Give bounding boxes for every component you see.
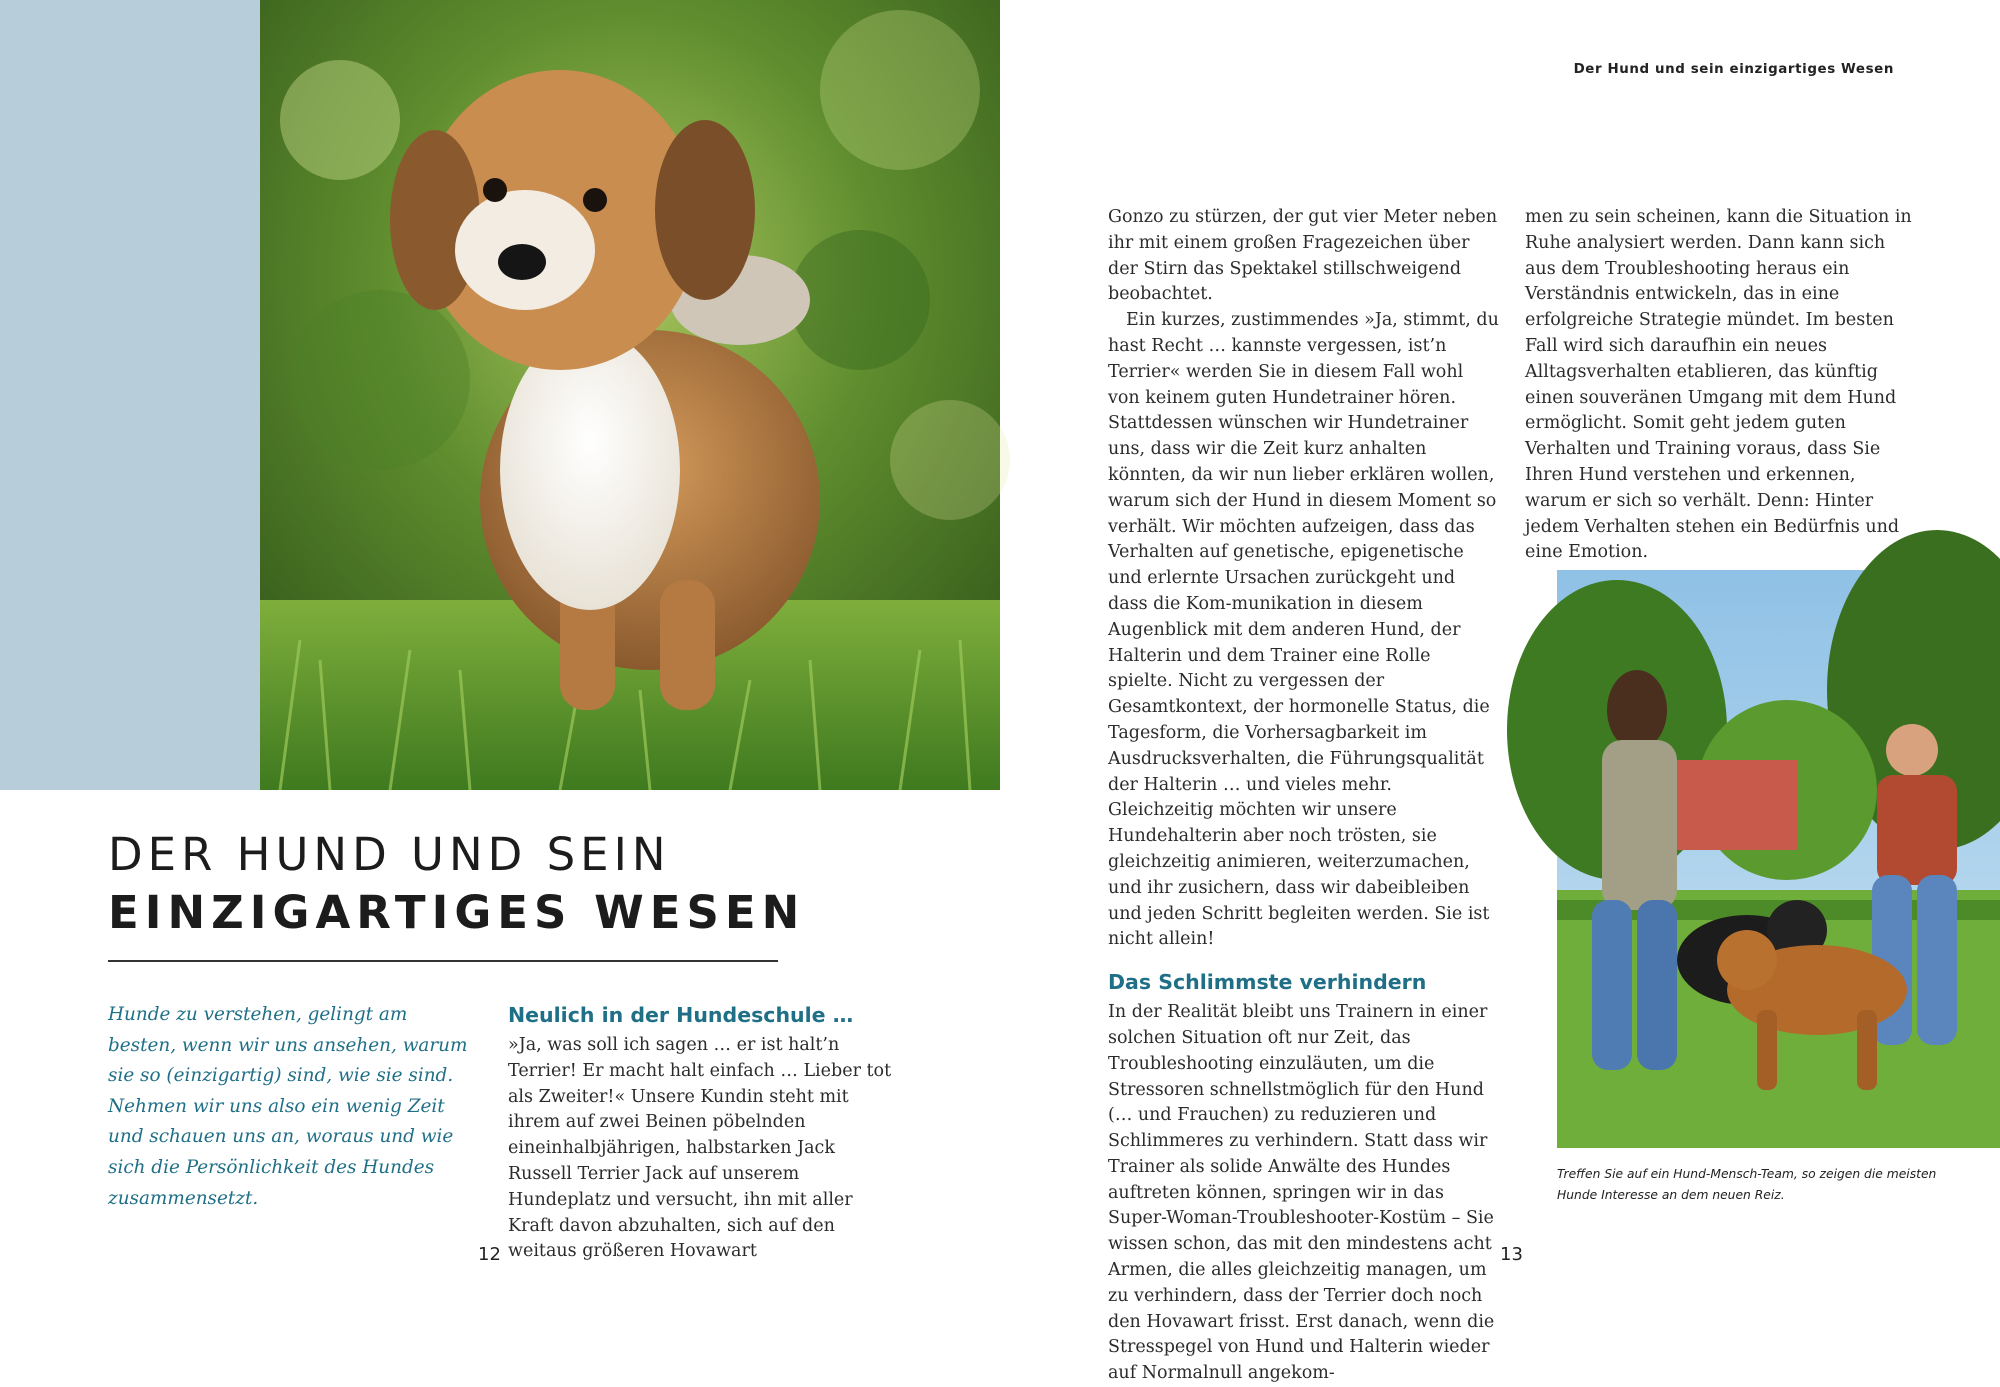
chapter-title-line2: EINZIGARTIGES WESEN	[108, 886, 806, 939]
team-photo-illustration	[1557, 570, 2000, 1148]
section-heading-hundeschule: Neulich in der Hundeschule …	[508, 1003, 854, 1027]
page-number-right: 13	[1500, 1244, 1523, 1265]
body-paragraph: men zu sein scheinen, kann die Situation in Ruhe analysiert werden. Dann kann sich aus dem Troubleshooting heraus ein Verständnis entwickeln, das in eine erfolgreiche Strategie mündet. Im besten Fall wird sich daraufhin ein neues Alltagsverhalten etablieren, das künftig einen souveränen Umgang mit dem Hund ermöglicht. Somit geht jedem guten Verhalten und Training voraus, dass Sie Ihren Hund verstehen und erkennen, warum er sich so verhält. Denn: Hinter jedem Verhalten stehen ein Bedürfnis und eine Emotion.	[1525, 207, 1912, 563]
dog-photo-illustration	[260, 0, 1000, 790]
column-left-page	[508, 1000, 898, 1265]
dog-portrait-photo	[260, 0, 1000, 790]
column-right	[1525, 205, 1915, 566]
title-divider	[108, 960, 778, 962]
column-middle	[1108, 205, 1500, 1387]
photo-caption: Treffen Sie auf ein Hund-Mensch-Team, so zeigen die meisten Hunde Interesse an dem neuen Reiz.	[1557, 1167, 1937, 1202]
blue-color-band	[0, 0, 260, 790]
chapter-title	[108, 826, 828, 942]
chapter-title-line1: DER HUND UND SEIN	[108, 828, 671, 881]
body-paragraph: Ein kurzes, zustimmendes »Ja, stimmt, du hast Recht … kannste vergessen, ist’n Terrier« werden Sie in diesem Fall wohl von keinem guten Hundetrainer hören. Stattdessen wünschen wir Hundetrainer uns, dass wir die Zeit kurz anhalten könnten, da wir nun lieber erklären wollen, warum sich der Hund in diesem Moment so verhält. Wir möchten aufzeigen, dass das Verhalten auf genetische, epigenetische und erlernte Ursachen zurückgeht und dass die Kom-munikation in diesem Augenblick mit dem anderen Hund, der Halterin und dem Trainer eine Rolle spielte. Nicht zu vergessen der Gesamtkontext, der hormonelle Status, die Tagesform, die Vorhersagbarkeit im Ausdrucksverhalten, die Führungsqualität der Halterin … und vieles mehr. Gleichzeitig möchten wir unsere Hundehalterin aber noch trösten, sie gleichzeitig animieren, weiterzumachen, und ihr zusichern, dass wir dabeibleiben und jeden Schritt begleiten werden. Sie ist nicht allein!	[1108, 310, 1499, 950]
body-paragraph: Gonzo zu stürzen, der gut vier Meter neben ihr mit einem großen Fragezeichen über der Stirn das Spektakel stillschweigend beobachtet.	[1108, 207, 1498, 305]
body-paragraph: In der Realität bleibt uns Trainern in einer solchen Situation oft nur Zeit, das Troubleshooting einzuläuten, um die Stressoren schnellstmöglich für den Hund (… und Frauchen) zu reduzieren und Schlimmeres zu verhindern. Statt dass wir Trainer als solide Anwälte des Hundes auftreten können, springen wir in das Super-Woman-Troubleshooter-Kostüm – Sie wissen schon, das mit den mindestens acht Armen, die alles gleichzeitig managen, um zu verhindern, dass der Terrier doch noch den Hovawart frisst. Erst danach, wenn die Stresspegel von Hund und Halterin wieder auf Normalnull angekom-	[1108, 1002, 1495, 1384]
body-paragraph: »Ja, was soll ich sagen … er ist halt’n Terrier! Er macht halt einfach … Lieber tot als Zweiter!« Unsere Kundin steht mit ihrem auf zwei Beinen pöbelnden eineinhalbjährigen, halbstarken Jack Russell Terrier Jack auf unserem Hundeplatz und versucht, ihn mit aller Kraft davon abzuhalten, sich auf den weitaus größeren Hovawart	[508, 1035, 892, 1262]
page-number-left: 12	[478, 1244, 501, 1265]
dog-human-team-photo	[1557, 570, 2000, 1148]
intro-text: Hunde zu verstehen, gelingt am besten, wenn wir uns ansehen, warum sie so (einzigartig) sind, wie sie sind. Nehmen wir uns also ein wenig Zeit und schauen uns an, woraus und wie sich die Persönlichkeit des Hundes zusammensetzt.	[108, 1004, 468, 1209]
section-heading-schlimmste: Das Schlimmste verhindern	[1108, 970, 1427, 995]
running-head: Der Hund und sein einzigartiges Wesen	[1573, 62, 1894, 77]
